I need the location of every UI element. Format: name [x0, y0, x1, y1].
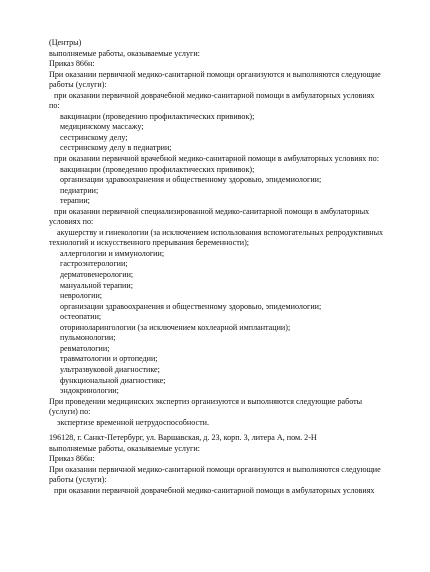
- order-reference: Приказ 866н:: [49, 454, 95, 464]
- service-item: экспертизе временной нетрудоспособности.: [57, 417, 209, 427]
- service-item: сестринскому делу в педиатрии;: [60, 143, 172, 153]
- care-category: при оказании первичной доврачебной медико-санитарной помощи в амбулаторных условиях: [54, 485, 375, 495]
- service-item: педиатрии;: [60, 185, 99, 195]
- text-line: работы (услуги):: [49, 475, 107, 485]
- service-item: пульмонологии;: [60, 333, 116, 343]
- service-item: вакцинации (проведению профилактических прививок);: [60, 111, 255, 121]
- care-category: при оказании первичной врачебной медико-санитарной помощи в амбулаторных условиях по:: [54, 154, 379, 164]
- address-line: 196128, г. Санкт-Петербург, ул. Варшавская, д. 23, корп. 3, литера А, пом. 2-Н: [49, 433, 317, 442]
- service-item: организации здравоохранения и общественному здоровью, эпидемиологии;: [60, 175, 322, 185]
- text-line: При оказании первичной медико-санитарной помощи организуются и выполняются следующие: [49, 69, 381, 79]
- service-item: неврологии;: [60, 291, 103, 301]
- service-item: ультразвуковой диагностике;: [60, 364, 160, 374]
- license-section-address: [49, 433, 409, 496]
- text-line: выполняемые работы, оказываемые услуги:: [49, 443, 200, 453]
- license-section-centers: [49, 38, 409, 428]
- service-item: дерматовенерологии;: [60, 270, 134, 280]
- care-category: при оказании первичной доврачебной медико-санитарной помощи в амбулаторных условиях: [54, 90, 375, 100]
- service-item: гастроэнтерологии;: [60, 259, 128, 269]
- text-line: (услуги) по:: [49, 407, 91, 417]
- service-item: аллергологии и иммунологии;: [60, 248, 165, 258]
- service-item: организации здравоохранения и общественному здоровью, эпидемиологии;: [60, 301, 322, 311]
- service-item: остеопатии;: [60, 312, 102, 322]
- service-item: мануальной терапии;: [60, 280, 133, 290]
- service-item: медицинскому массажу;: [60, 122, 144, 132]
- order-reference: Приказ 866н:: [49, 59, 95, 69]
- service-item: сестринскому делу;: [60, 132, 128, 142]
- text-line: условиях по:: [49, 217, 94, 227]
- service-item: функциональной диагностике;: [60, 375, 166, 385]
- care-category: при оказании первичной специализированной медико-санитарной помощи в амбулаторных: [54, 206, 370, 216]
- text-line: по:: [49, 101, 60, 111]
- service-item: травматологии и ортопедии;: [60, 354, 158, 364]
- text-line: технологий и искусственного прерывания беременности);: [49, 238, 250, 248]
- service-item: эндокринологии;: [60, 386, 119, 396]
- text-line: работы (услуги):: [49, 80, 107, 90]
- service-item: акушерству и гинекологии (за исключением использования вспомогательных репродуктивных: [57, 227, 384, 237]
- text-line: выполняемые работы, оказываемые услуги:: [49, 48, 200, 58]
- service-item: терапии;: [60, 196, 90, 206]
- service-item: вакцинации (проведению профилактических прививок);: [60, 164, 255, 174]
- text-line: При оказании первичной медико-санитарной помощи организуются и выполняются следующие: [49, 464, 381, 474]
- service-item: оториноларингологии (за исключением кохлеарной имплантации);: [60, 322, 291, 332]
- section-heading: (Центры): [49, 38, 82, 47]
- service-item: ревматологии;: [60, 343, 110, 353]
- text-line: При проведении медицинских экспертиз организуются и выполняются следующие работы: [49, 396, 363, 406]
